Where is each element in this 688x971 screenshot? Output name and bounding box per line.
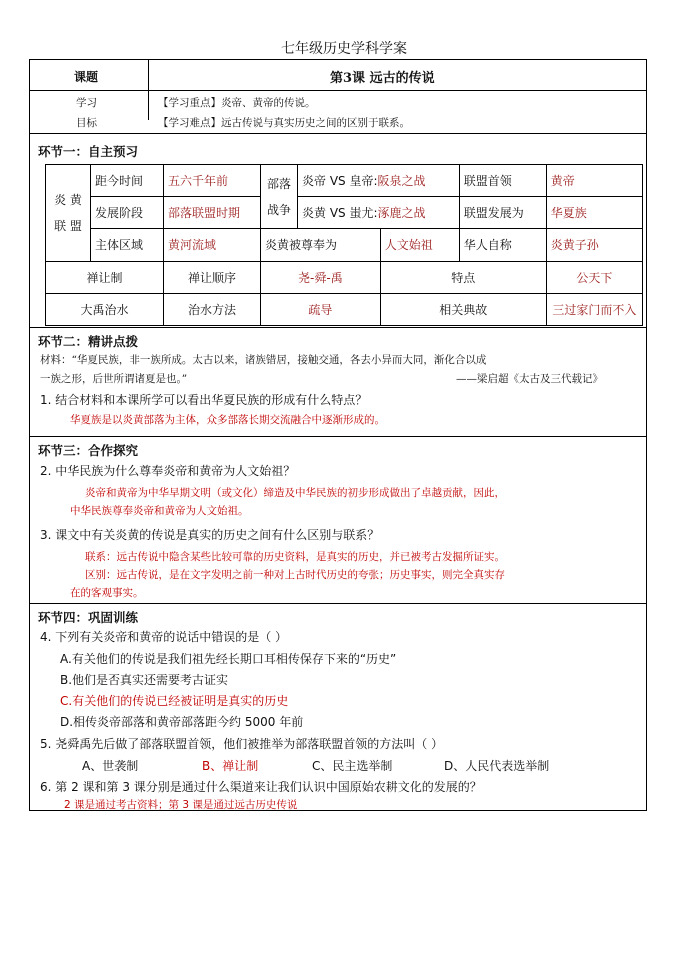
- key-cell: 治水方法: [164, 293, 261, 325]
- key-cell: 发展阶段: [91, 197, 164, 229]
- option-a: A、世袭制: [82, 759, 139, 773]
- section3-title: 环节三：合作探究: [38, 443, 139, 458]
- section4-title: 环节四：巩固训练: [38, 610, 139, 625]
- value-cell: 炎黄子孙: [546, 229, 642, 261]
- value-cell: 黄帝: [546, 165, 642, 197]
- key-cell: 相关典故: [380, 293, 546, 325]
- material-text: 材料：“华夏民族，非一族所成。太古以来，诸族错居，接触交通，各去小异而大同，渐化合以成: [40, 354, 487, 366]
- value-cell: 部落联盟时期: [164, 197, 261, 229]
- question-6: 6. 第 2 课和第 3 课分别是通过什么渠道来让我们认识中国原始农耕文化的发展的？: [40, 780, 482, 794]
- question-4: 4. 下列有关炎帝和黄帝的说话中错误的是（ ）: [40, 630, 288, 644]
- value-cell: 五六千年前: [164, 165, 261, 197]
- goal-label-2: 目标: [76, 117, 97, 129]
- key-cell: 华人自称: [459, 229, 546, 261]
- answer-2: 中华民族尊奉炎帝和黄帝为人文始祖。: [70, 505, 249, 517]
- answer-1: 华夏族是以炎黄部落为主体，众多部落长期交流融合中逐渐形成的。: [70, 414, 385, 426]
- key-cell: 联盟发展为: [459, 197, 546, 229]
- answer-2: 炎帝和黄帝为中华早期文明（或文化）缔造及中华民族的初步形成做出了卓越贡献，因此，: [85, 487, 505, 499]
- section2-title: 环节二：精讲点拨: [38, 334, 139, 349]
- key-cell: 主体区域: [91, 229, 164, 261]
- worksheet-table: [29, 59, 647, 811]
- question-2: 2. 中华民族为什么尊奉炎帝和黄帝为人文始祖？: [40, 464, 296, 478]
- key-cell: 禅让制: [46, 261, 164, 293]
- question-5: 5. 尧舜禹先后做了部落联盟首领，他们被推举为部落联盟首领的方法叫（ ）: [40, 737, 444, 751]
- goal-label-1: 学习: [76, 97, 97, 109]
- alliance-label: 炎 黄 联 盟: [46, 165, 91, 262]
- option-c: C、民主选举制: [312, 759, 393, 773]
- tribal-war-label: 部落 战争: [261, 165, 298, 229]
- key-cell: 距今时间: [91, 165, 164, 197]
- answer-3: 区别：远古传说，是在文字发明之前一种对上古时代历史的夸张；历史事实，则完全真实存: [85, 569, 505, 581]
- option-b: B.他们是否真实还需要考古证实: [60, 673, 229, 687]
- value-cell: 公天下: [546, 261, 642, 293]
- answer-3: 联系：远古传说中隐含某些比较可靠的历史资料，是真实的历史，并已被考古发掘所证实。: [85, 551, 505, 563]
- value-cell: 三过家门而不入: [546, 293, 642, 325]
- answer-6: 2 课是通过考古资料；第 3 课是通过远古历史传说: [64, 799, 298, 811]
- value-cell: 人文始祖: [380, 229, 459, 261]
- value-cell: 疏导: [261, 293, 381, 325]
- preview-table: [45, 164, 643, 326]
- option-d: D、人民代表选举制: [444, 759, 550, 773]
- option-d: D.相传炎帝部落和黄帝部落距今约 5000 年前: [60, 715, 304, 729]
- option-c: C.有关他们的传说已经被证明是真实的历史: [60, 694, 289, 708]
- question-3: 3. 课文中有关炎黄的传说是真实的历史之间有什么区别与联系？: [40, 528, 380, 542]
- material-text: 一族之形，后世所谓诸夏是也。”: [40, 373, 188, 385]
- war-cell: 炎黄 VS 蚩尤:涿鹿之战: [298, 197, 460, 229]
- key-cell: 炎黄被尊奉为: [261, 229, 381, 261]
- key-cell: 联盟首领: [459, 165, 546, 197]
- value-cell: 华夏族: [546, 197, 642, 229]
- key-cell: 大禹治水: [46, 293, 164, 325]
- page-title: 七年级历史学科学案: [281, 41, 407, 57]
- key-cell: 禅让顺序: [164, 261, 261, 293]
- question-1: 1. 结合材料和本课所学可以看出华夏民族的形成有什么特点？: [40, 393, 368, 407]
- answer-3: 在的客观事实。: [70, 587, 144, 599]
- material-source: ——梁启超《太古及三代载记》: [456, 373, 603, 385]
- value-cell: 尧-舜-禹: [261, 261, 381, 293]
- topic-label: 课题: [74, 70, 99, 84]
- war-cell: 炎帝 VS 皇帝:阪泉之战: [298, 165, 460, 197]
- lesson-title: 第3课 远古的传说: [330, 71, 435, 86]
- learning-key-point: 【学习重点】炎帝、黄帝的传说。: [158, 97, 316, 109]
- learning-difficult-point: 【学习难点】远古传说与真实历史之间的区别于联系。: [158, 117, 410, 129]
- key-cell: 特点: [380, 261, 546, 293]
- option-a: A.有关他们的传说是我们祖先经长期口耳相传保存下来的“历史”: [60, 652, 397, 666]
- value-cell: 黄河流域: [164, 229, 261, 261]
- section1-title: 环节一：自主预习: [38, 144, 139, 159]
- option-b: B、禅让制: [202, 759, 259, 773]
